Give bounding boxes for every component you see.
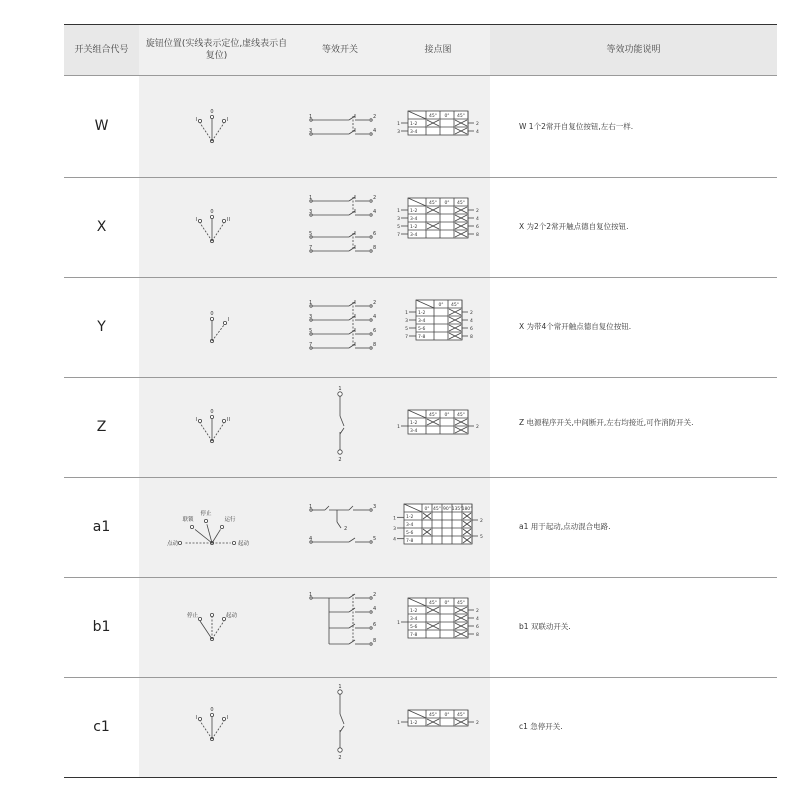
diagram-line xyxy=(349,197,355,201)
contact-column-label: 0° xyxy=(444,114,450,119)
row-code-c1: c1 xyxy=(93,719,110,735)
terminal-label: 3 xyxy=(397,217,400,222)
row-desc-y: X 为带4个常开触点德自复位按钮. xyxy=(519,322,632,331)
diagram-line xyxy=(212,721,224,739)
knob-position xyxy=(190,525,193,528)
knob-label: 停止 xyxy=(186,613,198,619)
terminal-label: 5 xyxy=(405,327,408,332)
contact-row-label: 3-4 xyxy=(410,617,418,622)
terminal-label: 1 xyxy=(397,122,400,127)
row-code-w: W xyxy=(94,118,109,134)
knob-label: 点动 xyxy=(166,541,178,547)
contact-column-label: 45° xyxy=(457,201,465,206)
terminal-label: 4 xyxy=(309,536,313,542)
diagram-line xyxy=(212,123,224,141)
contact-column-label: 45° xyxy=(429,201,437,206)
knob-position xyxy=(232,541,235,544)
diagram-line xyxy=(349,211,355,215)
knob-label: I xyxy=(195,417,197,423)
diagram-line xyxy=(349,130,355,134)
terminal-circle xyxy=(370,133,372,135)
terminal-circle xyxy=(370,541,372,543)
diagram-line xyxy=(200,223,212,241)
terminal-label: 2 xyxy=(480,519,483,524)
switch-diagram-a1 xyxy=(307,502,377,550)
contact-row-label: 1-2 xyxy=(410,122,418,127)
knob-label: 停止 xyxy=(200,511,212,517)
diagram-line xyxy=(212,529,221,543)
terminal-label: 3 xyxy=(309,314,313,320)
contact-row-label: 1-2 xyxy=(410,721,418,726)
contact-column-label: 0° xyxy=(424,507,430,512)
contact-row-label: 3-4 xyxy=(410,130,418,135)
terminal-label: 2 xyxy=(373,114,377,120)
terminal-label: 4 xyxy=(373,128,377,134)
terminal-label: 8 xyxy=(373,638,377,644)
knob-label: I xyxy=(227,117,229,123)
knob-diagram-a1 xyxy=(166,505,254,553)
diagram-line xyxy=(349,116,355,120)
terminal-label: 4 xyxy=(373,314,377,320)
contact-row-label: 3-4 xyxy=(406,523,414,528)
knob-label: I xyxy=(195,117,197,123)
row-desc-b1: b1 双联动开关. xyxy=(519,622,571,631)
terminal-circle xyxy=(338,748,342,752)
terminal-label: 4 xyxy=(476,617,479,622)
terminal-label: 7 xyxy=(309,245,313,251)
row-divider xyxy=(64,277,777,278)
terminal-label: 4 xyxy=(476,130,479,135)
terminal-circle xyxy=(370,597,372,599)
row-divider xyxy=(64,477,777,478)
terminal-label: 2 xyxy=(476,425,479,430)
knob-position xyxy=(223,321,226,324)
knob-label: 0 xyxy=(210,109,214,115)
knob-diagram-z xyxy=(190,407,234,451)
diagram-line xyxy=(212,325,224,341)
terminal-label: 1 xyxy=(309,592,313,598)
terminal-label: 1 xyxy=(397,721,400,726)
contact-column-label: 45° xyxy=(457,413,465,418)
diagram-line xyxy=(195,529,212,543)
knob-position xyxy=(204,519,207,522)
terminal-label: 7 xyxy=(309,342,313,348)
diagram-line xyxy=(349,594,355,598)
terminal-label: 4 xyxy=(373,209,377,215)
switch-diagram-c1 xyxy=(325,686,355,760)
knob-position xyxy=(210,613,213,616)
knob-diagram-w xyxy=(190,107,234,151)
contact-row-label: 7-8 xyxy=(418,335,426,340)
row-divider xyxy=(64,377,777,378)
switch-diagram-b1 xyxy=(307,592,377,652)
terminal-label: 2 xyxy=(373,592,377,598)
diagram-line xyxy=(340,726,344,732)
knob-position xyxy=(195,417,201,423)
terminal-label: 3 xyxy=(405,319,408,324)
header-knob-position: 旋钮位置(实线表示定位,虚线表示自复位) xyxy=(145,39,288,61)
terminal-label: 5 xyxy=(309,231,313,237)
terminal-label: 4 xyxy=(476,217,479,222)
knob-diagram-x xyxy=(190,207,234,251)
terminal-label: 7 xyxy=(405,335,408,340)
knob-position xyxy=(222,119,225,122)
terminal-label: 8 xyxy=(373,342,377,348)
terminal-label: 6 xyxy=(470,327,473,332)
switch-diagram-z xyxy=(325,388,355,464)
knob-position xyxy=(178,541,181,544)
diagram-line xyxy=(200,123,212,141)
row-code-a1: a1 xyxy=(92,519,111,535)
diagram-line xyxy=(349,506,353,510)
terminal-circle xyxy=(370,509,372,511)
terminal-label: 1 xyxy=(309,114,313,120)
terminal-label: 1 xyxy=(397,425,400,430)
contact-column-label: 0° xyxy=(444,601,450,606)
row-code-b1: b1 xyxy=(92,619,111,635)
contact-row-label: 3-4 xyxy=(410,233,418,238)
terminal-label: 1 xyxy=(397,209,400,214)
terminal-label: 4 xyxy=(393,537,396,543)
row-divider xyxy=(64,75,777,76)
terminal-circle xyxy=(338,690,342,694)
diagram-line xyxy=(200,423,212,441)
knob-diagram-b1 xyxy=(185,605,239,649)
diagram-line xyxy=(349,302,355,306)
terminal-circle xyxy=(338,392,342,396)
terminal-label: 6 xyxy=(373,622,377,628)
row-divider xyxy=(64,677,777,678)
header-code: 开关组合代号 xyxy=(74,45,129,55)
knob-label: 0 xyxy=(210,209,214,215)
terminal-circle xyxy=(370,200,372,202)
knob-label: I xyxy=(227,715,229,721)
terminal-label: 5 xyxy=(309,328,313,334)
terminal-label: 1 xyxy=(338,684,342,690)
header-equivalent-switch: 等效开关 xyxy=(321,45,358,55)
contact-row-label: 1-2 xyxy=(418,311,426,316)
knob-diagram-c1 xyxy=(186,705,238,749)
contact-column-label: 45° xyxy=(457,114,465,119)
terminal-label: 3 xyxy=(373,504,377,510)
terminal-label: 2 xyxy=(338,457,342,463)
knob-position xyxy=(210,713,213,716)
knob-position xyxy=(222,717,225,720)
contact-column-label: 45° xyxy=(433,507,441,512)
terminal-label: 2 xyxy=(470,311,473,316)
diagram-line xyxy=(212,621,224,639)
terminal-circle xyxy=(370,319,372,321)
knob-label: I xyxy=(195,217,197,223)
knob-label: 起动 xyxy=(226,613,238,619)
diagram-line xyxy=(212,223,224,241)
diagram-line xyxy=(349,330,355,334)
diagram-line xyxy=(349,233,355,237)
terminal-circle xyxy=(338,450,342,454)
terminal-label: 8 xyxy=(373,245,377,251)
diagram-line xyxy=(349,344,355,348)
knob-position xyxy=(210,317,213,320)
terminal-label: 1 xyxy=(393,516,396,522)
terminal-label: 8 xyxy=(476,233,479,238)
row-divider xyxy=(64,177,777,178)
terminal-label: 1 xyxy=(338,386,342,392)
terminal-label: 1 xyxy=(397,621,400,626)
contact-column-label: 45° xyxy=(429,601,437,606)
terminal-label: 1 xyxy=(405,311,408,316)
terminal-label: 2 xyxy=(373,300,377,306)
contact-table-w xyxy=(396,109,486,145)
diagram-line xyxy=(340,714,344,724)
switch-diagram-x xyxy=(307,193,377,257)
terminal-label: 6 xyxy=(373,328,377,334)
terminal-label: 4 xyxy=(373,606,377,612)
knob-label: 0 xyxy=(210,311,214,317)
knob-diagram-y xyxy=(190,307,234,351)
diagram-line xyxy=(349,538,355,542)
contact-row-label: 1-2 xyxy=(410,609,418,614)
contact-table-x xyxy=(396,196,486,252)
terminal-label: 6 xyxy=(476,225,479,230)
switch-diagram-w xyxy=(307,110,377,142)
terminal-circle xyxy=(370,627,372,629)
diagram-line xyxy=(340,428,344,434)
knob-label: 起动 xyxy=(238,541,250,547)
contact-column-label: 45° xyxy=(429,713,437,718)
knob-label: 运行 xyxy=(224,517,236,523)
diagram-line xyxy=(337,522,341,528)
contact-table-z xyxy=(396,408,486,444)
knob-position xyxy=(195,217,201,223)
contact-column-label: 90° xyxy=(443,507,451,512)
terminal-circle xyxy=(370,643,372,645)
row-code-x: X xyxy=(96,219,107,235)
diagram-line xyxy=(212,423,224,441)
terminal-circle xyxy=(370,236,372,238)
row-divider xyxy=(64,577,777,578)
contact-row-label: 5-6 xyxy=(410,625,418,630)
terminal-label: 2 xyxy=(476,122,479,127)
contact-column-label: 45° xyxy=(429,413,437,418)
knob-label: I xyxy=(195,715,197,721)
row-desc-z: Z 电源程序开关,中间断开,左右均接近,可作消防开关. xyxy=(519,418,694,427)
row-desc-w: W 1个2常开自复位按钮,左右一样. xyxy=(519,122,634,131)
switch-diagram-y xyxy=(307,298,377,356)
terminal-label: 5 xyxy=(480,535,483,540)
terminal-label: 6 xyxy=(476,625,479,630)
terminal-label: 5 xyxy=(397,225,400,230)
diagram-line xyxy=(349,247,355,251)
knob-position xyxy=(222,219,225,222)
terminal-circle xyxy=(370,305,372,307)
contact-row-label: 1-2 xyxy=(406,515,414,520)
diagram-line xyxy=(200,721,212,739)
knob-label: 联锁 xyxy=(182,517,194,523)
terminal-circle xyxy=(370,214,372,216)
contact-column-label: 0° xyxy=(444,713,450,718)
contact-row-label: 3-4 xyxy=(410,429,418,434)
diagram-line xyxy=(325,506,329,510)
diagram-line xyxy=(349,608,355,612)
row-code-y: Y xyxy=(97,319,106,335)
terminal-label: 1 xyxy=(309,195,313,201)
knob-position xyxy=(210,415,213,418)
terminal-label: 7 xyxy=(397,233,400,238)
contact-row-label: 5-6 xyxy=(418,327,426,332)
contact-table-c1 xyxy=(396,708,486,736)
terminal-label: 1 xyxy=(309,504,313,510)
terminal-label: 3 xyxy=(309,128,313,134)
terminal-circle xyxy=(370,611,372,613)
diagram-line xyxy=(349,316,355,320)
contact-column-label: 0° xyxy=(444,201,450,206)
diagram-line xyxy=(349,640,355,644)
row-desc-x: X 为2个2常开触点德自复位按钮. xyxy=(519,222,629,231)
diagram-line xyxy=(349,624,355,628)
knob-label: II xyxy=(227,217,230,223)
terminal-circle xyxy=(370,119,372,121)
contact-row-label: 7-8 xyxy=(406,539,414,544)
diagram-line xyxy=(207,524,212,543)
knob-label: 0 xyxy=(210,409,214,415)
contact-row-label: 3-4 xyxy=(418,319,426,324)
knob-position xyxy=(220,525,223,528)
terminal-label: 6 xyxy=(373,231,377,237)
terminal-label: 2 xyxy=(373,195,377,201)
contact-column-label: 135° xyxy=(451,507,463,512)
contact-column-label: 180° xyxy=(461,507,473,512)
knob-position xyxy=(210,215,213,218)
knob-position xyxy=(198,617,201,620)
contact-column-label: 0° xyxy=(444,413,450,418)
terminal-label: 3 xyxy=(397,130,400,135)
knob-label: II xyxy=(227,417,230,423)
contact-row-label: 1-2 xyxy=(410,209,418,214)
terminal-label: 3 xyxy=(309,209,313,215)
row-desc-a1: a1 用于起动,点动混合电路. xyxy=(519,522,611,531)
terminal-label: 1 xyxy=(309,300,313,306)
diagram-line xyxy=(200,621,212,639)
knob-position xyxy=(195,117,201,123)
row-desc-c1: c1 急停开关. xyxy=(519,722,563,731)
contact-table-a1 xyxy=(392,502,490,550)
terminal-label: 2 xyxy=(344,526,348,532)
terminal-label: 2 xyxy=(476,721,479,726)
contact-row-label: 1-2 xyxy=(410,421,418,426)
terminal-label: 8 xyxy=(470,335,473,340)
knob-position xyxy=(210,115,213,118)
diagram-line xyxy=(340,416,344,426)
terminal-label: 8 xyxy=(476,633,479,638)
contact-column-label: 0° xyxy=(438,303,444,308)
contact-row-label: 1-2 xyxy=(410,225,418,230)
terminal-label: 2 xyxy=(476,209,479,214)
header-contact-diagram: 接点图 xyxy=(424,45,452,55)
contact-table-y xyxy=(404,298,482,354)
header-function-description: 等效功能说明 xyxy=(606,45,661,55)
contact-column-label: 45° xyxy=(451,303,459,308)
contact-column-label: 45° xyxy=(457,601,465,606)
knob-position xyxy=(222,419,225,422)
terminal-label: 5 xyxy=(373,536,377,542)
contact-row-label: 5-6 xyxy=(406,531,414,536)
contact-table-b1 xyxy=(396,596,486,652)
terminal-label: 3 xyxy=(393,527,396,532)
terminal-label: 2 xyxy=(476,609,479,614)
row-code-z: Z xyxy=(96,419,107,435)
knob-label: 0 xyxy=(210,707,214,713)
contact-row-label: 3-4 xyxy=(410,217,418,222)
terminal-circle xyxy=(370,347,372,349)
terminal-label: 2 xyxy=(338,755,342,761)
knob-position xyxy=(195,715,201,721)
contact-column-label: 45° xyxy=(429,114,437,119)
terminal-circle xyxy=(370,333,372,335)
contact-row-label: 7-8 xyxy=(410,633,418,638)
terminal-label: 4 xyxy=(470,319,473,324)
terminal-circle xyxy=(370,250,372,252)
knob-label: I xyxy=(228,317,230,323)
contact-column-label: 45° xyxy=(457,713,465,718)
